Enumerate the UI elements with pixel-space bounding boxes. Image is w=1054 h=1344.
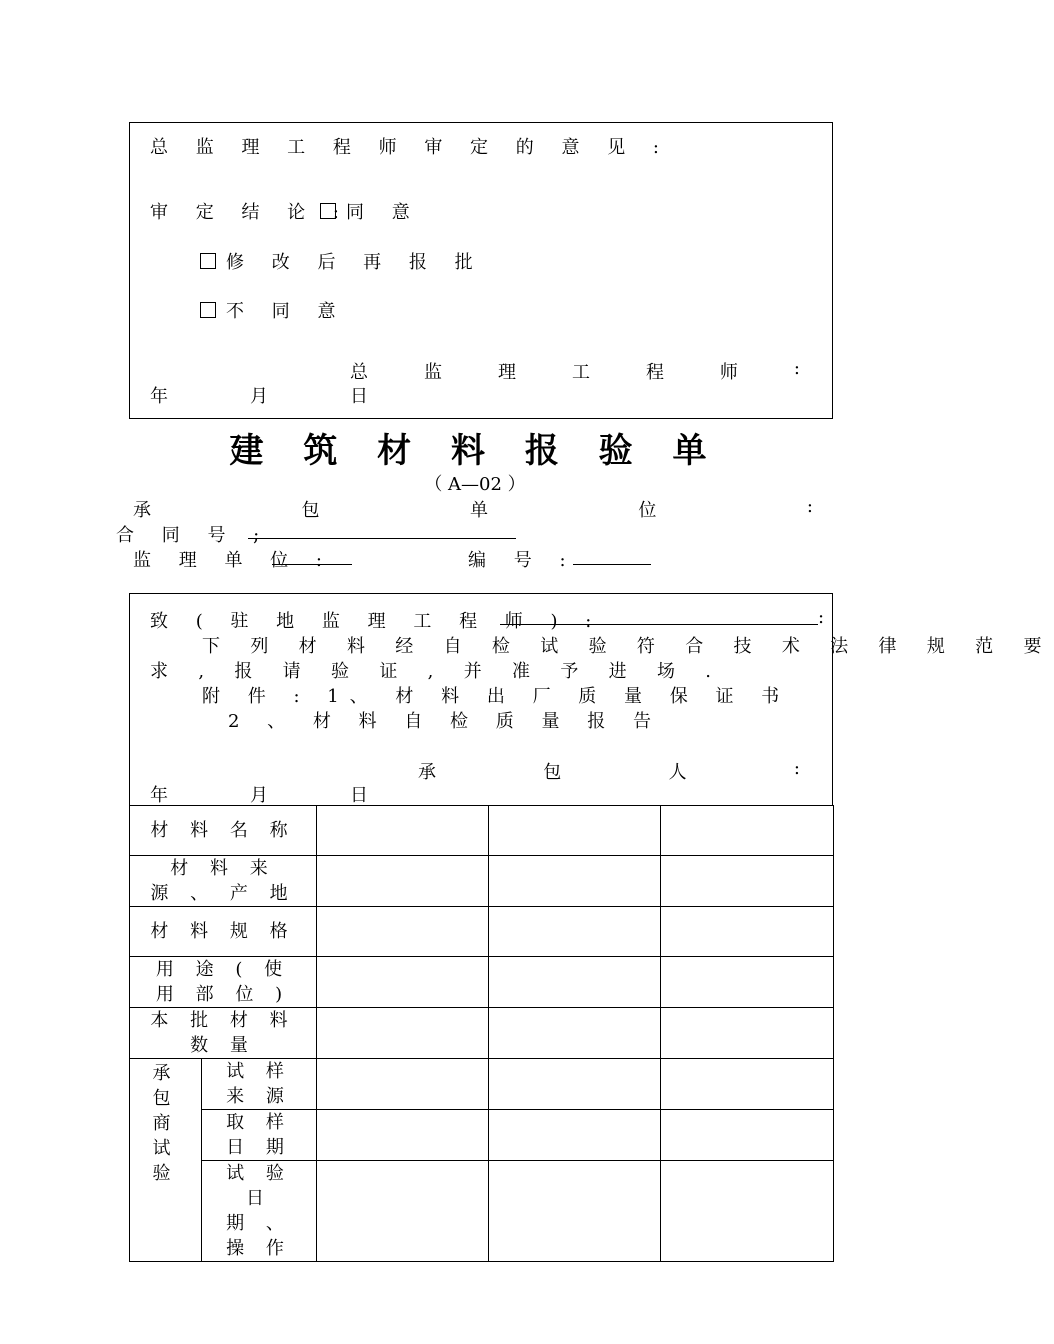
- label-line: 包: [152, 1088, 179, 1109]
- table-cell[interactable]: [489, 907, 661, 957]
- opinion-label: 总 监 理 工 程 师 审 定 的 意 见 :: [150, 137, 671, 158]
- table-cell[interactable]: [661, 1008, 834, 1059]
- batch-qty-label: [130, 1008, 317, 1059]
- signer-char: :: [793, 358, 800, 379]
- label-line: 验: [152, 1163, 179, 1184]
- table-cell[interactable]: [317, 1110, 489, 1161]
- agree-checkbox[interactable]: [320, 203, 336, 219]
- label-line: 试: [152, 1138, 179, 1159]
- usage-label: [130, 957, 317, 1008]
- table-row: [130, 1059, 834, 1110]
- disagree-checkbox[interactable]: [200, 302, 216, 318]
- signer-char: 总: [350, 362, 368, 383]
- sample-source-label: [202, 1059, 317, 1110]
- attachment-2: 2 、 材 料 自 检 质 量 报 告: [228, 711, 662, 732]
- date-day: 日: [350, 386, 368, 407]
- contractor-char: 位: [638, 500, 657, 521]
- form-title: 建 筑 材 料 报 验 单: [229, 431, 721, 471]
- option-agree[interactable]: [320, 198, 421, 224]
- label-line: 用 部 位 ): [155, 984, 291, 1005]
- serial-no-field[interactable]: [573, 564, 651, 565]
- label-line: 本 批 材 料: [150, 1010, 296, 1031]
- label-line: 试 样: [226, 1061, 292, 1082]
- table-cell[interactable]: [317, 957, 489, 1008]
- contractor-char: 承: [133, 500, 151, 521]
- option-resubmit[interactable]: [200, 248, 484, 274]
- signer-char: 理: [497, 362, 516, 383]
- signer-char: 监: [423, 362, 442, 383]
- table-row: [130, 957, 834, 1008]
- test-date-label: [202, 1161, 317, 1262]
- table-cell[interactable]: [661, 1161, 834, 1262]
- label-line: 取 样: [226, 1112, 292, 1133]
- label-line: 来 源: [226, 1086, 292, 1107]
- signer-char: 包: [543, 762, 562, 783]
- label-line: 用 途 ( 使: [155, 959, 291, 980]
- sampling-date-label: [202, 1110, 317, 1161]
- table-cell[interactable]: [661, 856, 834, 907]
- table-cell[interactable]: [317, 856, 489, 907]
- to-engineer-field[interactable]: [500, 624, 818, 625]
- table-cell[interactable]: [489, 856, 661, 907]
- table-cell[interactable]: [661, 806, 834, 856]
- option-agree-label: 同 意: [346, 202, 421, 223]
- conclusion-label: 审 定 结 论 :: [150, 202, 350, 223]
- label-line: 操 作: [226, 1238, 292, 1259]
- material-name-label: 材 料 名 称: [130, 806, 317, 856]
- to-end: :: [818, 607, 825, 628]
- label-line: 数 量: [190, 1035, 256, 1056]
- form-code: （ A—02 ）: [424, 474, 526, 495]
- table-cell[interactable]: [489, 806, 661, 856]
- label-line: 日: [246, 1188, 272, 1209]
- table-cell[interactable]: [661, 957, 834, 1008]
- signer-char: 承: [418, 762, 436, 783]
- contract-no-label: 合 同 号 ;: [116, 525, 271, 546]
- contractor-char: :: [806, 496, 813, 517]
- chief-engineer-signature: [350, 358, 800, 384]
- supervisor-unit-label: 监 理 单 位 :: [133, 550, 333, 571]
- supervisor-unit-field[interactable]: [272, 564, 352, 565]
- contract-no-field[interactable]: [248, 538, 516, 539]
- table-cell[interactable]: [317, 1008, 489, 1059]
- table-cell[interactable]: [317, 907, 489, 957]
- contractor-signature: [418, 758, 800, 784]
- date-month: 月: [250, 386, 268, 407]
- signer-char: 工: [571, 362, 590, 383]
- contractor-char: 包: [301, 500, 320, 521]
- signer-char: :: [793, 758, 800, 779]
- material-table: [129, 805, 834, 1262]
- signer-char: 师: [719, 362, 738, 383]
- request-date-day: 日: [350, 785, 368, 806]
- table-cell[interactable]: [489, 1059, 661, 1110]
- resubmit-checkbox[interactable]: [200, 253, 216, 269]
- table-row: [130, 806, 834, 856]
- table-row: [130, 856, 834, 907]
- option-resubmit-label: 修 改 后 再 报 批: [226, 252, 484, 273]
- label-line: 期 、: [226, 1213, 292, 1234]
- label-line: 源 、 产 地: [150, 883, 296, 904]
- date-year: 年: [150, 386, 168, 407]
- material-spec-label: 材 料 规 格: [130, 907, 317, 957]
- table-cell[interactable]: [489, 1110, 661, 1161]
- label-line: 试 验: [226, 1163, 292, 1184]
- label-line: 材 料 来: [170, 858, 276, 879]
- table-row: [130, 907, 834, 957]
- label-line: 承: [152, 1063, 179, 1084]
- request-date-year: 年: [150, 785, 168, 806]
- table-cell[interactable]: [489, 957, 661, 1008]
- table-row: [130, 1008, 834, 1059]
- table-cell[interactable]: [661, 1059, 834, 1110]
- body-line1: 下 列 材 料 经 自 检 试 验 符 合 技 术 法 律 规 范 要: [202, 636, 1054, 657]
- option-disagree[interactable]: [200, 297, 346, 323]
- contractor-unit-row: [133, 496, 813, 522]
- to-label: 致 ( 驻 地 监 理 工 程 师 ) :: [150, 611, 603, 632]
- contractor-char: 单: [469, 500, 488, 521]
- table-cell[interactable]: [661, 907, 834, 957]
- table-row: [130, 1110, 834, 1161]
- signer-char: 程: [645, 362, 664, 383]
- table-row: [130, 1161, 834, 1262]
- body-line2: 求 , 报 请 验 证 , 并 准 予 进 场 .: [150, 661, 724, 682]
- material-source-label: [130, 856, 317, 907]
- label-line: 商: [152, 1113, 179, 1134]
- signer-char: 人: [668, 762, 687, 783]
- table-cell[interactable]: [661, 1110, 834, 1161]
- contractor-test-label: [130, 1059, 202, 1262]
- option-disagree-label: 不 同 意: [226, 301, 347, 322]
- table-cell[interactable]: [317, 1161, 489, 1262]
- serial-no-label: 编 号 :: [468, 550, 577, 571]
- table-cell[interactable]: [489, 1161, 661, 1262]
- table-cell[interactable]: [489, 1008, 661, 1059]
- attachment-1: 附 件 : 1、 材 料 出 厂 质 量 保 证 书: [202, 686, 791, 707]
- request-date-month: 月: [250, 785, 268, 806]
- table-cell[interactable]: [317, 1059, 489, 1110]
- label-line: 日 期: [226, 1137, 292, 1158]
- table-cell[interactable]: [317, 806, 489, 856]
